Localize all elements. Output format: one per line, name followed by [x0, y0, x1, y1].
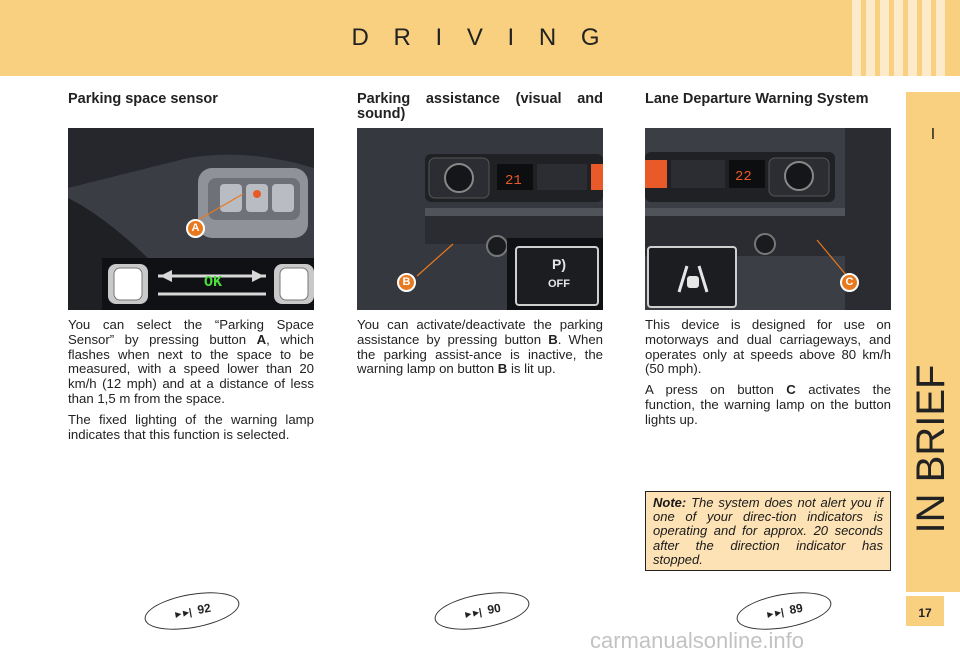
chapter-tab	[906, 92, 960, 592]
chapter-numeral: I	[930, 126, 936, 143]
marker-a: A	[186, 219, 205, 238]
photo-parking-space-sensor	[68, 128, 314, 310]
page-reference-link[interactable]: ►►| 89	[734, 586, 834, 636]
body-text-lane-departure	[645, 318, 891, 434]
marker-b: B	[397, 273, 416, 292]
page-number: 17	[918, 606, 932, 620]
svg-text:21: 21	[505, 173, 522, 189]
page-reference-link[interactable]: ►►| 92	[142, 586, 242, 636]
parking-assist-icon: P)	[552, 256, 566, 272]
header-band	[0, 0, 960, 76]
forward-arrow-icon: ►►|	[462, 607, 481, 622]
forward-arrow-icon: ►►|	[764, 607, 783, 622]
section-title-parking-space-sensor: Parking space sensor	[68, 91, 218, 107]
paragraph: This device is designed for use on motorways and dual carriageways, and operates only at speeds above 80 km/h (50 mph).	[645, 317, 891, 377]
off-label: OFF	[548, 278, 570, 290]
paragraph: The fixed lighting of the warning lamp indicates that this function is selected.	[68, 411, 314, 442]
section-title-parking-assistance: Parking assistance (visual and sound)	[357, 91, 603, 122]
paragraph: A press on button C activates the function, the warning lamp on the button lights up.	[645, 382, 891, 427]
watermark: carmanualsonline.info	[590, 628, 805, 653]
note-label: Note:	[653, 495, 687, 510]
paragraph: You can activate/deactivate the parking assistance by pressing button B. When the parking assist-ance is inactive, the warning lamp on button B is lit up.	[357, 317, 603, 377]
note-text: The system does not alert you if one of your direc-tion indicators is operating and for approx. 20 seconds after the direction indicator has stopped.	[653, 495, 883, 567]
sensor-display-ok: OK	[203, 274, 222, 291]
marker-c: C	[840, 273, 859, 292]
lane-departure-button	[647, 246, 737, 308]
parking-off-button	[515, 246, 599, 306]
lane-departure-icon	[673, 264, 713, 294]
svg-text:22: 22	[735, 169, 752, 185]
note-box	[645, 491, 891, 571]
photo-parking-assistance	[357, 128, 603, 310]
page-title: D R I V I N G	[351, 24, 609, 51]
paragraph: You can select the “Parking Space Sensor” by pressing button A, which flashes when next to the space to be measured, with a speed lower than 20 km/h (12 mph) and at a distance of less than 1,5 m from the space.	[68, 317, 314, 406]
section-title-lane-departure: Lane Departure Warning System	[645, 91, 869, 107]
body-text-parking-space-sensor	[68, 318, 314, 448]
page-reference-link[interactable]: ►►| 90	[432, 586, 532, 636]
body-text-parking-assistance	[357, 318, 603, 383]
forward-arrow-icon: ►►|	[172, 607, 191, 622]
chapter-title: IN BRIEF	[909, 364, 953, 534]
photo-lane-departure	[645, 128, 891, 310]
